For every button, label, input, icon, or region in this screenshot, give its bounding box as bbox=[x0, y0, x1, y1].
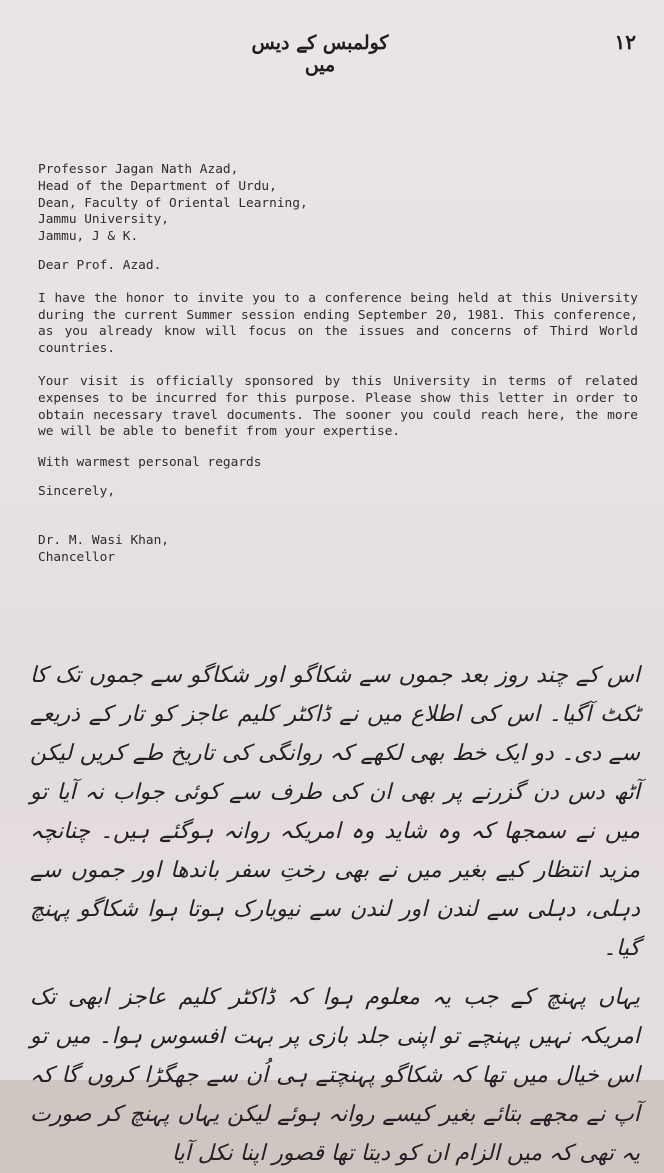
letter-paragraph-sponsorship: Your visit is officially sponsored by this University in terms of related expenses to be incurred for this purpose. Please show this letter in order to obtain necessary travel documents. The sooner you could reach here, the more we will be able to benefit from your expertise. bbox=[38, 373, 638, 440]
urdu-paragraph: اس کے چند روز بعد جموں سے شکاگو اور شکاگو سے جموں تک کا ٹکٹ آگیا۔ اس کی اطلاع میں نے ڈاکٹر کلیم عاجز کو تار کے ذریعے سے دی۔ دو ایک خط بھی لکھے کہ روانگی کی تاریخ طے کریں لیکن آٹھ دس دن گزرنے پر بھی ان کی طرف سے کوئی جواب نہ آیا تو میں نے سمجھا کہ وہ شاید وہ امریکہ روانہ ہوگئے ہیں۔ چنانچہ مزید انتظار کیے بغیر میں نے بھی رختِ سفر باندھا اور جموں سے دہلی، دہلی سے لندن اور لندن سے نیویارک ہوتا ہوا شکاگو پہنچ گیا۔ bbox=[30, 663, 640, 961]
urdu-handwritten-text bbox=[30, 656, 640, 1173]
letter-paragraph-invitation: I have the honor to invite you to a conference being held at this University during the current Summer session ending September 20, 1981. This conference, as you already know will focus on the issues and concerns of Third World countries. bbox=[38, 290, 638, 357]
signatory-title: Chancellor bbox=[38, 549, 116, 565]
address-line: Dean, Faculty of Oriental Learning, bbox=[38, 195, 308, 211]
address-line: Jammu, J & K. bbox=[38, 229, 139, 245]
closing-line: With warmest personal regards bbox=[38, 455, 262, 471]
signatory-name: Dr. M. Wasi Khan, bbox=[38, 532, 169, 548]
address-line: Head of the Department of Urdu, bbox=[38, 178, 277, 194]
running-title: کولمبس کے دیس میں bbox=[251, 32, 389, 76]
sign-off: Sincerely, bbox=[38, 483, 116, 499]
page-header bbox=[0, 28, 664, 76]
address-line: Jammu University, bbox=[38, 212, 169, 228]
recipient-address bbox=[38, 162, 638, 246]
address-line: Professor Jagan Nath Azad, bbox=[38, 162, 239, 177]
urdu-paragraph: یہاں پہنچ کے جب یہ معلوم ہوا کہ ڈاکٹر کلیم عاجز ابھی تک امریکہ نہیں پہنچے تو اپنی جلد بازی پر بہت افسوس ہوا۔ میں تو اس خیال میں تھا کہ شکاگو پہنچتے ہی اُن سے جھگڑا کروں گا کہ آپ نے مجھے بتائے بغیر کیسے روانہ ہوئے لیکن یہاں پہنچ کر صورت یہ تھی کہ میں الزام ان کو دیتا تھا قصور اپنا نکل آیا bbox=[30, 985, 640, 1166]
page-number: ۱۲ bbox=[614, 30, 636, 54]
invitation-letter bbox=[38, 162, 638, 566]
salutation: Dear Prof. Azad. bbox=[38, 257, 162, 273]
